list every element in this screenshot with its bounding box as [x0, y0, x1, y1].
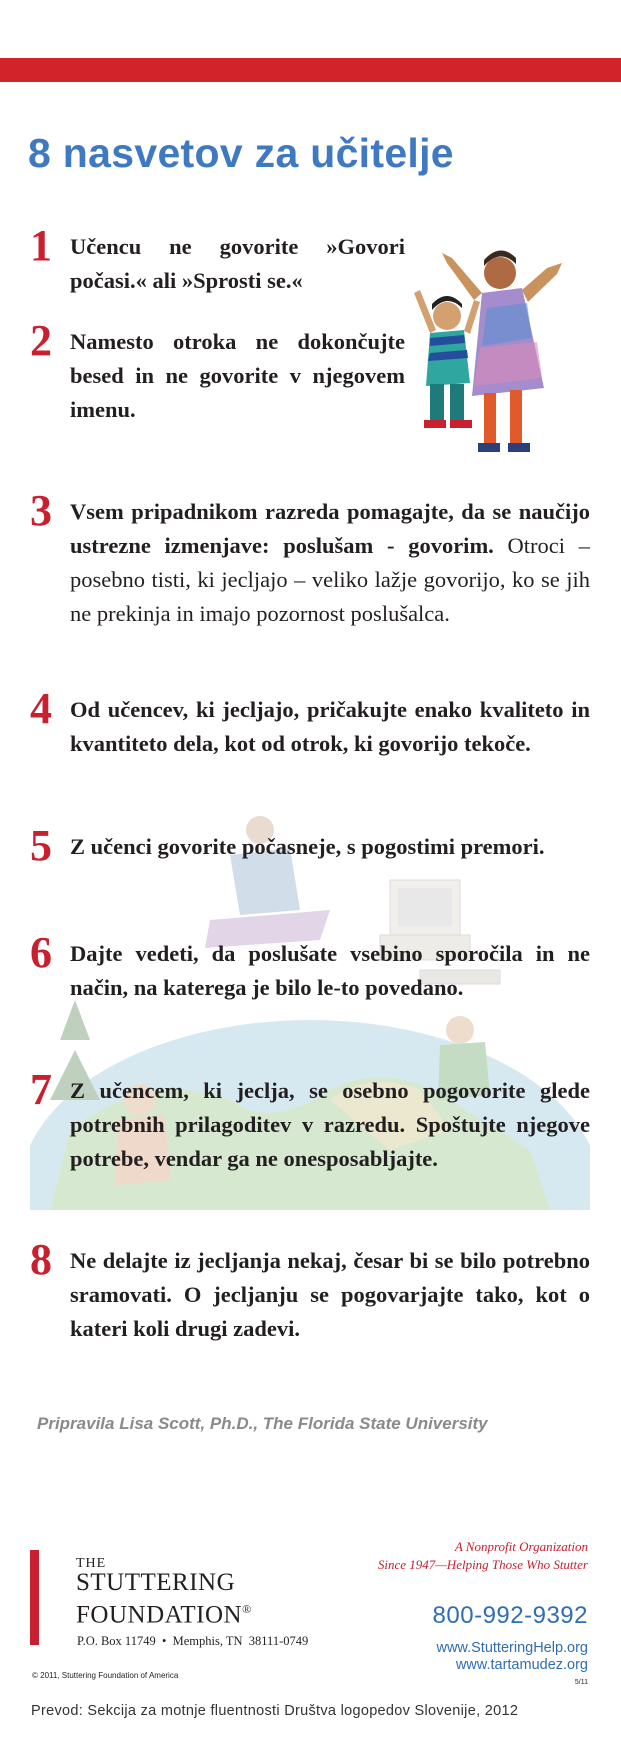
tip-text-bold: Vsem pripadnikom razreda pomagajte, da se naučijo ustrezne izmenjave: poslušam - govorim.: [70, 499, 590, 558]
logo-the: THE: [76, 1556, 107, 1571]
tip-text: Učencu ne govorite »Govori počasi.« ali »Sprosti se.«: [70, 234, 405, 293]
top-red-bar: [0, 58, 621, 82]
author-credit: Pripravila Lisa Scott, Ph.D., The Florida State University: [37, 1414, 488, 1433]
nonprofit-line-2: Since 1947—Helping Those Who Stutter: [377, 1557, 588, 1572]
logo-stuttering: STUTTERING: [76, 1569, 236, 1596]
postal-address: P.O. Box 11749 • Memphis, TN 38111-0749: [77, 1634, 309, 1648]
tip-number: 4: [30, 684, 52, 733]
tip-text: Z učenci govorite počasneje, s pogostimi premori.: [70, 834, 545, 859]
website-link-1[interactable]: www.StutteringHelp.org: [436, 1640, 588, 1656]
tip-text: Z učencem, ki jeclja, se osebno pogovorite glede potrebnih prilagoditev v razredu. Spoštujte njegove potrebe, vendar ga ne onesposabljajte.: [70, 1078, 590, 1171]
logo-foundation-word: FOUNDATION: [76, 1601, 243, 1629]
page-title: 8 nasvetov za učitelje: [28, 130, 454, 176]
tip-number: 7: [30, 1065, 52, 1114]
copyright: © 2011, Stuttering Foundation of America: [32, 1671, 179, 1680]
tip-number: 3: [30, 486, 52, 535]
tip-text: Od učencev, ki jecljajo, pričakujte enako kvaliteto in kvantiteto dela, kot od otrok, ki govorijo tekoče.: [70, 697, 590, 756]
translation-footer: Prevod: Sekcija za motnje fluentnosti Društva logopedov Slovenije, 2012: [31, 1703, 519, 1719]
tip-number: 1: [30, 221, 52, 270]
tip-number: 8: [30, 1235, 52, 1284]
tip-number: 6: [30, 928, 52, 977]
print-code: 5/11: [574, 1679, 588, 1686]
tip-text: Ne delajte iz jecljanja nekaj, česar bi se bilo potrebno sramovati. O jecljanju se pogovarjajte tako, kot o kateri koli drugi zadevi.: [70, 1248, 590, 1341]
kids-illustration: [412, 238, 592, 458]
registered-mark: ®: [242, 1602, 252, 1616]
tip-text: Namesto otroka ne dokončujte besed in ne govorite v njegovem imenu.: [70, 329, 405, 422]
nonprofit-line-1: A Nonprofit Organization: [454, 1539, 588, 1554]
tip-number: 2: [30, 316, 52, 365]
logo-bar: [30, 1550, 39, 1645]
tip-number: 5: [30, 821, 52, 870]
tip-text-normal: Otroci – posebno tisti, ki jecljajo – veliko lažje govorijo, ko se jih ne prekinja in imajo pozornost poslušalca.: [70, 533, 591, 626]
logo-foundation: [76, 1596, 252, 1628]
phone-number[interactable]: 800-992-9392: [432, 1602, 588, 1629]
website-link-2[interactable]: www.tartamudez.org: [455, 1657, 588, 1673]
tip-text: Dajte vedeti, da poslušate vsebino sporočila in ne način, na katerega je bilo le-to povedano.: [70, 941, 590, 1000]
